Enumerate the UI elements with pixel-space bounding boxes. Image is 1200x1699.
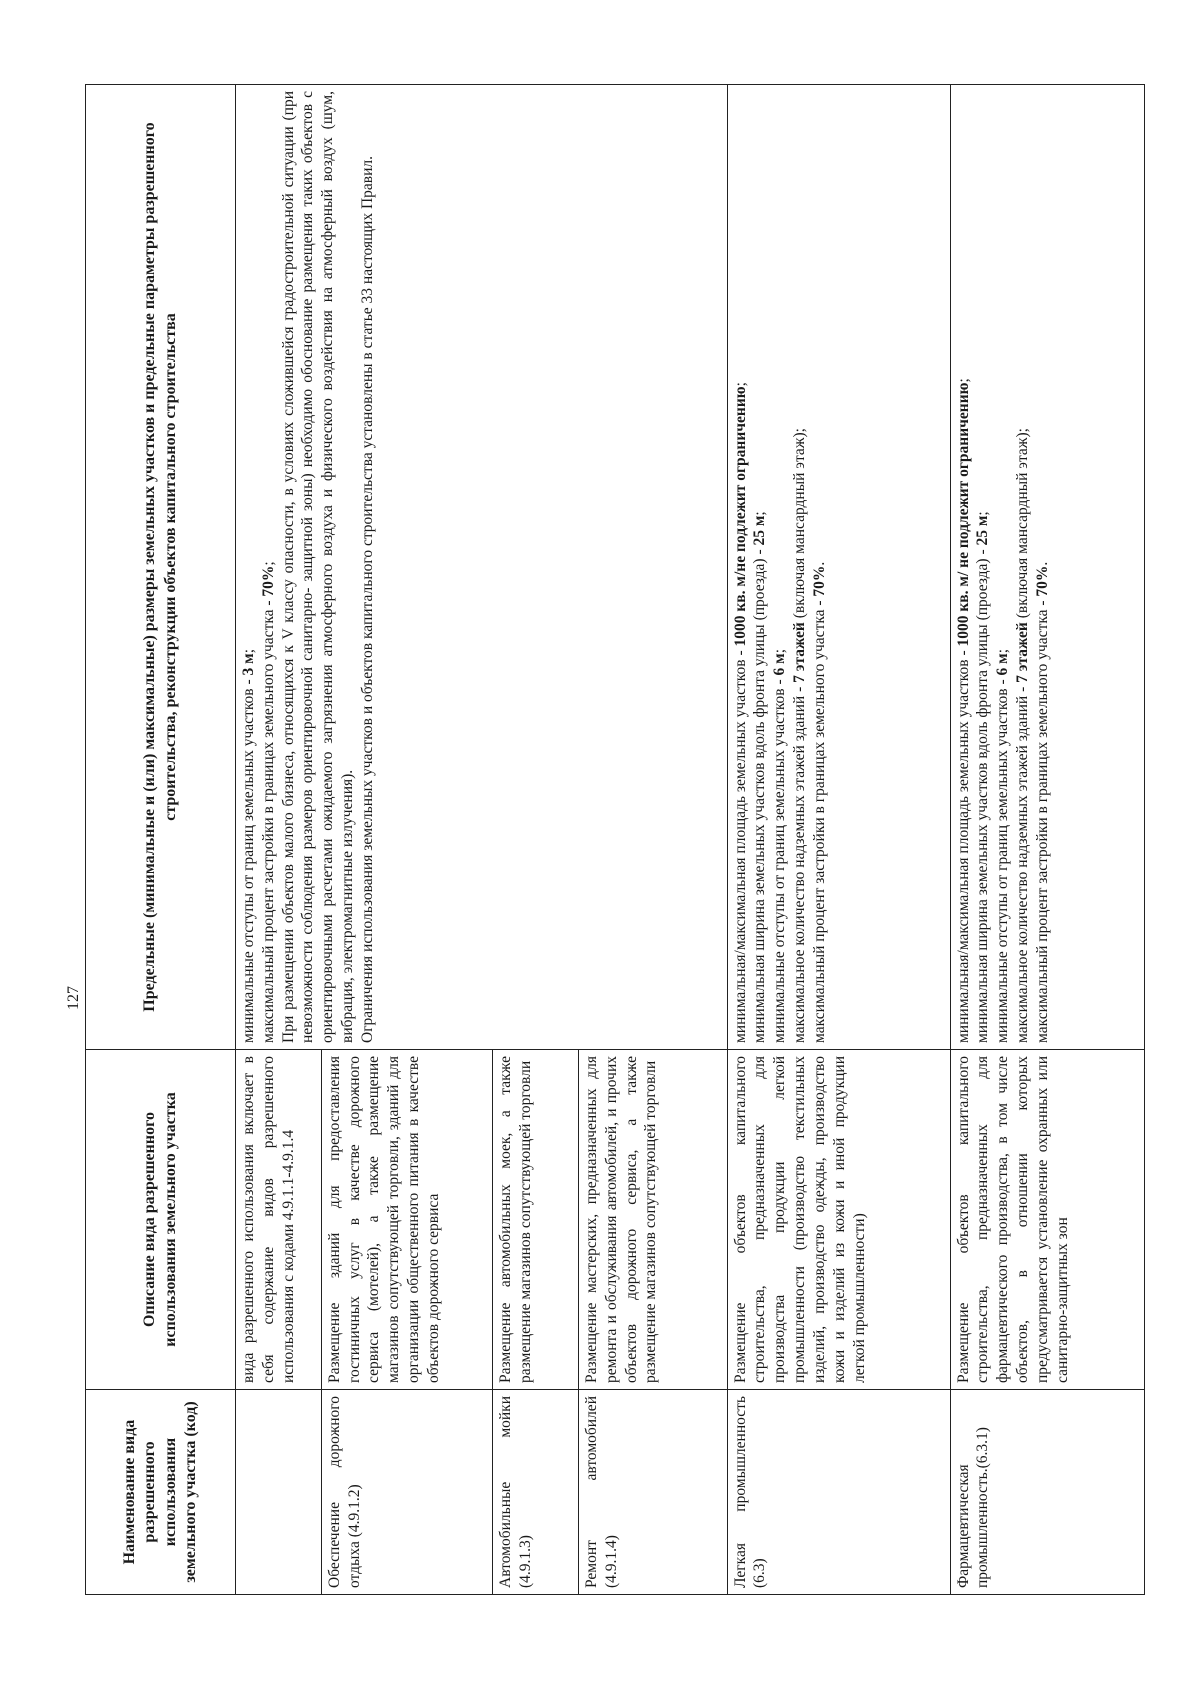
use-name-cell: Автомобильные мойки (4.9.1.3) (493, 1390, 579, 1595)
parameters-cell (236, 85, 728, 1050)
parameter-text: максимальный процент застройки в границах земельного участка - (259, 596, 277, 1043)
parameter-line (259, 91, 279, 1043)
parameter-text: минимальная ширина земельных участков вдоль фронта улицы (проезда) - (751, 545, 769, 1043)
parameter-suffix: ; (954, 378, 972, 383)
use-description-cell: Размещение объектов капитального строительства, предназначенных для фармацевтического производства, в том числе объектов, в отношении которых предусматривается установление охранных или санитарно-защитных зон (950, 1050, 1144, 1390)
parameter-suffix: (включая мансардный этаж); (1014, 428, 1032, 623)
parameter-suffix: ; (771, 648, 789, 654)
use-name-cell: Легкая промышленность (6.3) (727, 1390, 950, 1595)
parameter-suffix: ; (240, 648, 257, 654)
parameter-text: минимальные отступы от границ земельных участков - (771, 675, 789, 1043)
use-description-cell: Размещение объектов капитального строительства, предназначенных для производства продукции легкой промышленности (производство текстильных изделий, производство одежды, производство кожи и изделий из кожи и иной продукции легкой промышленности) (727, 1050, 950, 1390)
parameter-value: 70% (810, 565, 828, 597)
parameter-line (1033, 91, 1053, 1043)
parameter-text: максимальный процент застройки в границах земельного участка - (810, 596, 828, 1043)
parameter-suffix: ; (994, 648, 1012, 654)
parameter-value: 70% (1033, 565, 1051, 597)
parameter-value: 7 этажей (791, 622, 809, 683)
parameter-text: минимальные отступы от границ земельных участков - (240, 675, 257, 1043)
parameter-text: максимальное количество надземных этажей зданий - (791, 682, 809, 1043)
table-row (727, 85, 950, 1595)
parameter-line (750, 91, 770, 1043)
header-use-name: Наименование вида разрешенного использования земельного участка (код) (86, 1390, 236, 1595)
parameter-text: Ограничения использования земельных участков и объектов капитального строительства установлены в статье 33 настоящих Правил. (358, 155, 376, 1043)
use-name-cell: Фармацевтическая промышленность.(6.3.1) (950, 1390, 1144, 1595)
use-name-cell: Ремонт автомобилей (4.9.1.4) (579, 1390, 728, 1595)
table-header-row (86, 85, 236, 1595)
parameter-text: минимальные отступы от границ земельных участков - (994, 675, 1012, 1043)
parameter-value: 1000 кв. м/не подлежит ограничению (731, 386, 749, 647)
parameter-line (731, 91, 751, 1043)
parameter-text: При размещении объектов малого бизнеса, относящихся к V классу опасности, в условиях сложившейся градостроительной ситуации (при невозможности соблюдения размеров ориентировочной санитарно- защитной зоны) необходимо обоснование размещения таких объектов с ориентировочными расчетами ожидаемого загрязнения атмосферного воздуха и физического воздействия на атмосферный воздух (шум, вибрация, электромагнитные излучения). (279, 91, 357, 1043)
use-description-cell: Размещение автомобильных моек, а также размещение магазинов сопутствующей торговли (493, 1050, 579, 1390)
parameter-line (993, 91, 1013, 1043)
parameter-text: минимальная/максимальная площадь земельных участков - (731, 646, 749, 1043)
parameter-line (810, 91, 830, 1043)
parameter-suffix: . (810, 561, 828, 566)
rotated-document-page (65, 85, 1150, 1595)
parameter-value: 25 м (751, 515, 769, 546)
parameter-line (239, 91, 259, 1043)
parameter-value: 3 м (240, 653, 257, 676)
parameter-text: минимальная/максимальная площадь земельных участков - (954, 646, 972, 1043)
parameter-line (358, 91, 378, 1043)
land-use-table (85, 84, 1145, 1595)
header-use-description: Описание вида разрешенного использования земельного участка (86, 1050, 236, 1390)
use-description-cell: Размещение мастерских, предназначенных для ремонта и обслуживания автомобилей, и прочих объектов дорожного сервиса, а также размещение магазинов сопутствующей торговли (579, 1050, 728, 1390)
parameter-suffix: ; (751, 511, 769, 516)
parameters-cell (727, 85, 950, 1050)
parameter-suffix: . (1033, 561, 1051, 566)
parameter-value: 6 м (994, 653, 1012, 676)
use-description-cell: Размещение зданий для предоставления гостиничных услуг в качестве дорожного сервиса (мотелей), а также размещение магазинов сопутствующей торговли, зданий для организации общественного питания в качестве объектов дорожного сервиса (321, 1050, 493, 1390)
table-body (236, 85, 1145, 1595)
parameter-text: максимальное количество надземных этажей зданий - (1014, 682, 1032, 1043)
table-row (950, 85, 1144, 1595)
parameter-value: 6 м (771, 653, 789, 676)
table-row (236, 85, 322, 1595)
parameter-value: 25 м (974, 515, 992, 546)
parameter-line (1013, 91, 1033, 1043)
parameter-line (770, 91, 790, 1043)
parameter-text: максимальный процент застройки в границах земельного участка - (1033, 596, 1051, 1043)
parameter-text: минимальная ширина земельных участков вдоль фронта улицы (проезда) - (974, 545, 992, 1043)
parameter-line (790, 91, 810, 1043)
use-description-cell: вида разрешенного использования включает в себя содержание видов разрешенного использования с кодами 4.9.1.1-4.9.1.4 (236, 1050, 322, 1390)
parameter-value: 7 этажей (1014, 622, 1032, 683)
use-name-cell: Обеспечение дорожного отдыха (4.9.1.2) (321, 1390, 493, 1595)
parameter-line (279, 91, 358, 1043)
parameter-line (954, 91, 974, 1043)
parameter-line (973, 91, 993, 1043)
parameter-suffix: ; (974, 511, 992, 516)
parameter-suffix: ; (731, 382, 749, 387)
parameter-suffix: ; (259, 561, 277, 566)
parameters-cell (950, 85, 1144, 1050)
page-number: 127 (65, 986, 82, 1010)
parameter-suffix: (включая мансардный этаж); (791, 428, 809, 623)
use-name-cell (236, 1390, 322, 1595)
header-parameters: Предельные (минимальные и (или) максимальные) размеры земельных участков и предельные параметры разрешенного строительства, реконструкции объектов капитального строительства (86, 85, 236, 1050)
parameter-value: 1000 кв. м/ не подлежит ограничению (954, 382, 972, 647)
parameter-value: 70% (259, 565, 277, 597)
